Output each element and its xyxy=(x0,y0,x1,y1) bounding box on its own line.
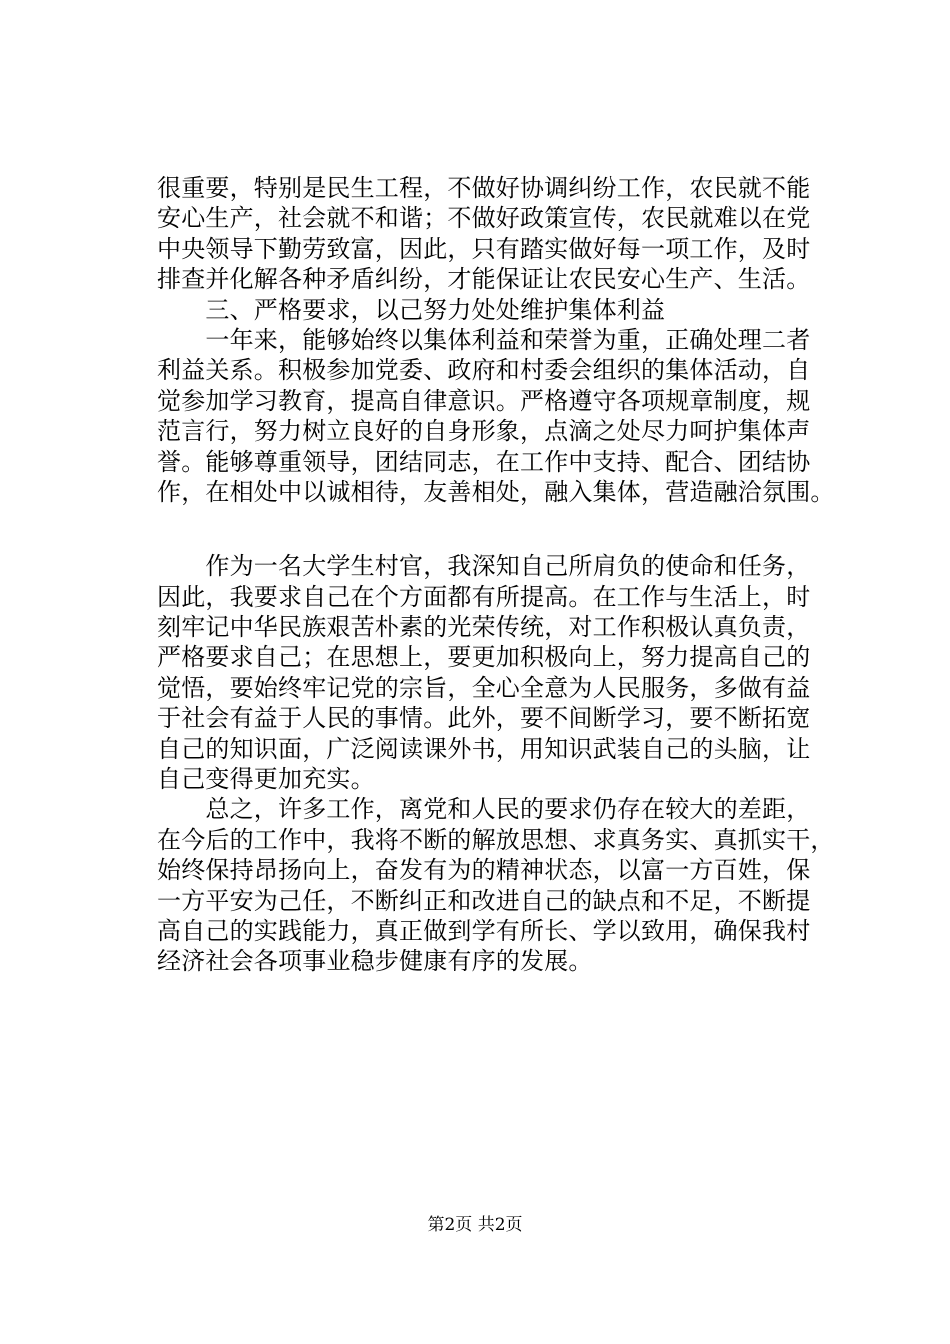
text-line: 安心生产，社会就不和谐；不做好政策宣传，农民就难以在党 xyxy=(157,204,811,233)
text-line: 在今后的工作中，我将不断的解放思想、求真务实、真抓实干， xyxy=(157,825,835,854)
text-line: 刻牢记中华民族艰苦朴素的光荣传统，对工作积极认真负责， xyxy=(157,613,811,642)
text-line: 作，在相处中以诚相待，友善相处，融入集体，营造融洽氛围。 xyxy=(157,477,835,506)
text-line: 觉参加学习教育，提高自律意识。严格遵守各项规章制度，规 xyxy=(157,386,811,415)
text-line: 经济社会各项事业稳步健康有序的发展。 xyxy=(157,947,593,976)
text-line: 誉。能够尊重领导，团结同志，在工作中支持、配合、团结协 xyxy=(157,447,811,476)
text-line: 始终保持昂扬向上，奋发有为的精神状态，以富一方百姓，保 xyxy=(157,856,811,885)
text-line: 总之，许多工作，离党和人民的要求仍存在较大的差距， xyxy=(157,795,811,824)
text-line: 严格要求自己；在思想上，要更加积极向上，努力提高自己的 xyxy=(157,643,811,672)
text-line: 三、严格要求，以己努力处处维护集体利益 xyxy=(157,295,666,324)
text-line: 自己变得更加充实。 xyxy=(157,765,375,794)
text-line: 因此，我要求自己在个方面都有所提高。在工作与生活上，时 xyxy=(157,582,811,611)
page-footer: 第2页 共2页 xyxy=(427,1215,523,1235)
text-line: 作为一名大学生村官，我深知自己所肩负的使命和任务， xyxy=(157,552,811,581)
text-line: 于社会有益于人民的事情。此外，要不间断学习，要不断拓宽 xyxy=(157,704,811,733)
text-line: 觉悟，要始终牢记党的宗旨，全心全意为人民服务，多做有益 xyxy=(157,673,811,702)
text-line: 一方平安为己任，不断纠正和改进自己的缺点和不足，不断提 xyxy=(157,886,811,915)
text-line: 自己的知识面，广泛阅读课外书，用知识武装自己的头脑，让 xyxy=(157,734,811,763)
paragraph-spacer xyxy=(157,507,857,551)
text-line: 排查并化解各种矛盾纠纷，才能保证让农民安心生产、生活。 xyxy=(157,265,811,294)
document-body xyxy=(157,173,857,977)
text-line: 范言行，努力树立良好的自身形象，点滴之处尽力呵护集体声 xyxy=(157,417,811,446)
text-line: 一年来，能够始终以集体利益和荣誉为重，正确处理二者 xyxy=(157,325,811,354)
text-line: 很重要，特别是民生工程，不做好协调纠纷工作，农民就不能 xyxy=(157,174,811,202)
text-line: 高自己的实践能力，真正做到学有所长、学以致用，确保我村 xyxy=(157,916,811,945)
text-line: 利益关系。积极参加党委、政府和村委会组织的集体活动，自 xyxy=(157,356,811,385)
text-line: 中央领导下勤劳致富，因此，只有踏实做好每一项工作，及时 xyxy=(157,234,811,263)
